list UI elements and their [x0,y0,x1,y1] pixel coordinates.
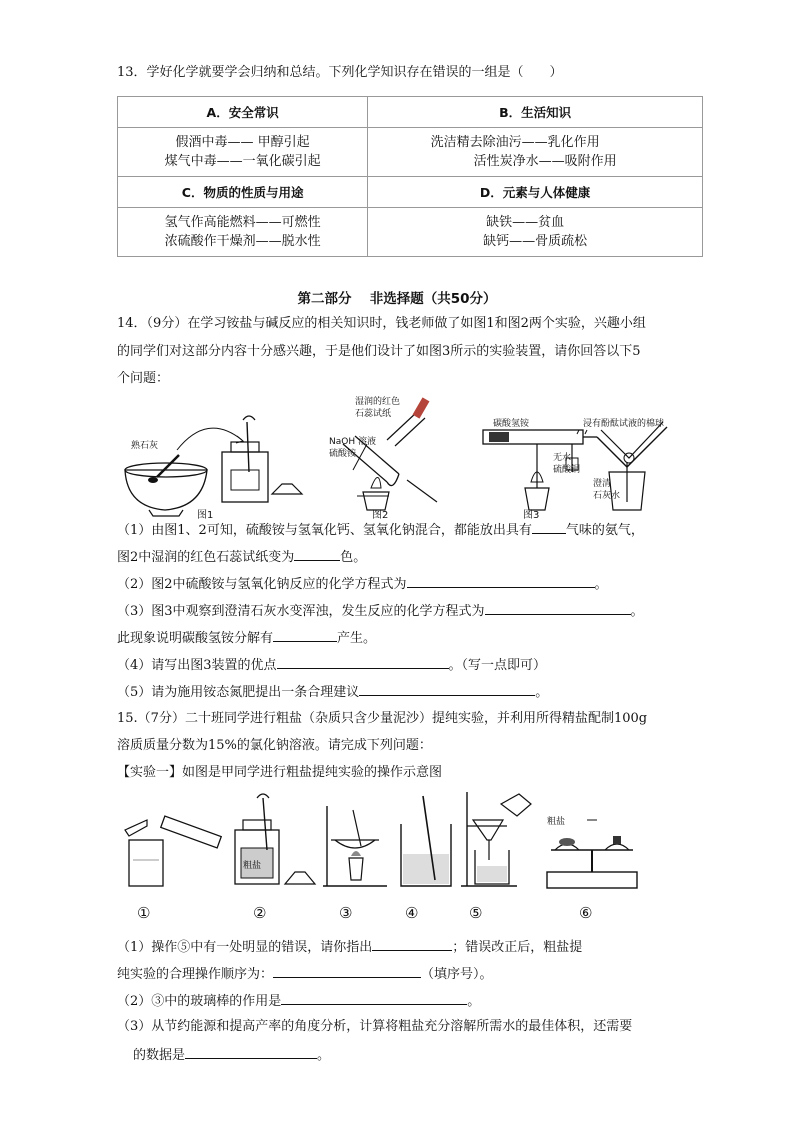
q14-part1-line1 [117,520,644,540]
option-b-title: B．生活知识 [368,97,703,128]
label-ammonium-bicarbonate: 碳酸氢铵 [493,419,530,429]
label-limewater-line2: 石灰水 [593,491,621,501]
q14-p3-text-c: 此现象说明碳酸氢铵分解有 [117,631,274,646]
label-litmus-line2: 石蕊试纸 [355,409,392,419]
label-phenolphthalein: 浸有酚酞试液的棉球 [583,419,665,429]
option-a-title: A．安全常识 [118,97,368,128]
label-anhydrous-line1: 无水 [553,453,572,463]
q14-p1-text-a: （1）由图1、2可知，硫酸铵与氢氧化钙、氢氧化钠混合，都能放出具有 [117,523,532,538]
label-ammonium-sulfate: 硫酸铵 [329,449,357,459]
label-lime: 熟石灰 [131,441,159,451]
q14-p3-blank-equation[interactable] [485,601,631,615]
option-b-line2: 活性炭净水——吸附作用 [473,154,617,169]
q14-figures [117,392,707,520]
q14-p4-blank[interactable] [277,655,449,669]
step-3-number: ③ [339,904,353,922]
q14-intro-line2: 的同学们对这部分内容十分感兴趣，于是他们设计了如图3所示的实验装置，请你回答以下5 [117,344,641,359]
q15-part1-line1 [117,937,582,957]
q14-p4-text-a: （4）请写出图3装置的优点 [117,658,277,673]
q14-intro-line1: 14．（9分）在学习铵盐与碱反应的相关知识时，钱老师做了如图1和图2两个实验，兴趣小组 [117,316,646,331]
option-c-title: C．物质的性质与用途 [118,177,368,208]
q14-part3-line2 [117,628,376,648]
option-d-body [368,208,703,257]
q15-intro-line2: 溶质质量分数为15%的氯化钠溶液。请完成下列问题： [117,738,432,753]
q15-part1-line2 [117,964,493,984]
option-d-title: D．元素与人体健康 [368,177,703,208]
q15-p1-text-b: ；错误改正后，粗盐提 [452,940,583,955]
option-c-line1: 氢气作高能燃料——可燃性 [164,215,321,230]
q15-p3-text-b: 的数据是 [133,1048,186,1063]
q14-p2-blank[interactable] [407,574,595,588]
q14-p3-text-a: （3）图3中观察到澄清石灰水变浑浊，发生反应的化学方程式为 [117,604,485,619]
label-crude-salt-balance: 粗盐 [547,817,566,827]
option-a-body [118,128,368,177]
q14-p5-text-b: 。 [535,685,549,700]
q14-p1-text-d: 色。 [340,550,367,565]
q15-part3-line1: （3）从节约能源和提高产率的角度分析，计算将粗盐充分溶解所需水的最佳体积，还需要 [117,1019,633,1034]
q14-p1-text-b: 气味的氨气， [565,523,644,538]
option-d-line1: 缺铁——贫血 [486,215,565,230]
section-2-heading: 第二部分 非选择题（共50分） [297,291,497,307]
step-1-number: ① [137,904,151,922]
q15-experiment1-heading: 【实验一】如图是甲同学进行粗盐提纯实验的操作示意图 [117,765,443,780]
q15-p3-text-c: 。 [317,1048,331,1063]
q15-p3-blank[interactable] [185,1045,317,1059]
q14-part1-line2 [117,547,366,567]
label-naoh: NaOH 溶液 [329,437,376,447]
q14-p5-text-a: （5）请为施用铵态氮肥提出一条合理建议 [117,685,360,700]
step-5-number: ⑤ [469,904,483,922]
q15-p2-text-a: （2）③中的玻璃棒的作用是 [117,994,282,1009]
q14-p5-blank[interactable] [359,682,535,696]
fig3-caption: 图3 [523,510,540,521]
q15-p2-text-b: 。 [467,994,481,1009]
label-crude-salt-jar: 粗盐 [243,861,262,871]
fig2-caption: 图2 [372,510,389,521]
q15-p1-text-d: （填序号）。 [421,967,493,982]
label-litmus-line1: 湿润的红色 [355,397,401,407]
step-2-number: ② [253,904,267,922]
q14-p4-text-b: 。（写一点即可） [448,658,547,673]
q15-p1-text-c: 纯实验的合理操作顺序为： [117,967,274,982]
q15-part2 [117,991,480,1011]
label-limewater-line1: 澄清 [593,479,612,489]
label-anhydrous-line2: 硫酸铜 [553,465,581,475]
q14-intro-line3: 个问题： [117,371,170,386]
option-c-body [118,208,368,257]
q14-p1-blank-color[interactable] [294,547,340,561]
q14-p3-text-b: 。 [630,604,644,619]
option-a-line1: 假酒中毒—— 甲醇引起 [175,135,310,150]
fig1-caption: 图1 [197,510,214,521]
q14-part5 [117,682,548,702]
q14-p3-blank-product[interactable] [273,628,337,642]
q15-p1-text-a: （1）操作⑤中有一处明显的错误，请你指出 [117,940,373,955]
step-6-number: ⑥ [579,904,593,922]
option-d-line2: 缺钙——骨质疏松 [483,234,588,249]
q15-figures-drawing [117,790,657,900]
q14-part2 [117,574,608,594]
option-a-line2: 煤气中毒——一氧化碳引起 [164,154,321,169]
q15-p1-blank-order[interactable] [273,964,421,978]
q15-p2-blank[interactable] [281,991,467,1005]
q14-p3-text-d: 产生。 [337,631,377,646]
option-b-body [368,128,703,177]
q13-options-table [117,96,703,257]
step-4-number: ④ [405,904,419,922]
q15-p1-blank-error[interactable] [372,937,452,951]
q13-stem: 13．学好化学就要学会归纳和总结。下列化学知识存在错误的一组是（ ） [117,65,563,80]
q15-intro-line1: 15.（7分）二十班同学进行粗盐（杂质只含少量泥沙）提纯实验，并利用所得精盐配制100g [117,711,648,726]
q14-part3-line1 [117,601,644,621]
q15-figures [117,790,657,930]
q14-p2-text-a: （2）图2中硫酸铵与氢氧化钠反应的化学方程式为 [117,577,407,592]
q14-part4 [117,655,546,675]
q14-p1-blank-smell[interactable] [532,520,566,534]
q14-p1-text-c: 图2中湿润的红色石蕊试纸变为 [117,550,295,565]
option-b-line1: 洗洁精去除油污——乳化作用 [430,135,600,150]
q15-part3-line2 [133,1045,330,1065]
q14-p2-text-b: 。 [594,577,608,592]
option-c-line2: 浓硫酸作干燥剂——脱水性 [164,234,321,249]
